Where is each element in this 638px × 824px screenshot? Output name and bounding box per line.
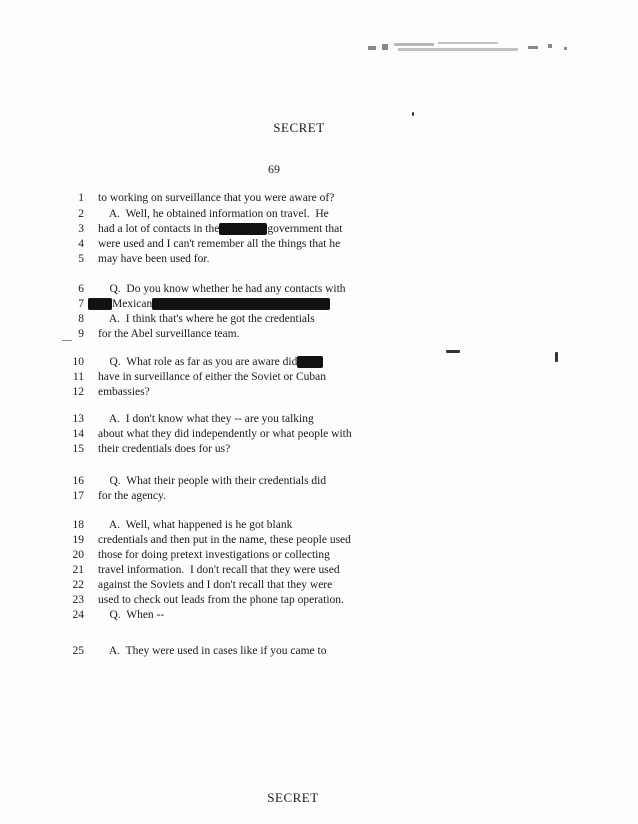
line-number: 22 xyxy=(72,579,84,591)
line-number: 12 xyxy=(72,386,84,398)
line-text-segment: government that xyxy=(267,223,343,235)
line-number: 2 xyxy=(78,208,84,220)
classification-footer: SECRET xyxy=(267,790,319,805)
line-number: 17 xyxy=(72,490,84,502)
line-text: against the Soviets and I don't recall that they were xyxy=(98,579,333,591)
line-text: for the Abel surveillance team. xyxy=(98,328,240,340)
line-number: 15 xyxy=(72,443,84,455)
line-number: 21 xyxy=(72,564,84,576)
line-text: A. I think that's where he got the credentials xyxy=(98,313,315,325)
line-text: were used and I can't remember all the things that he xyxy=(98,238,341,250)
line-number: 9 xyxy=(78,328,84,340)
line-text: used to check out leads from the phone tap operation. xyxy=(98,594,344,606)
scan-speck xyxy=(62,340,72,341)
line-text: have in surveillance of either the Soviet or Cuban xyxy=(98,371,327,383)
page-number: 69 xyxy=(268,162,280,176)
classification-header: SECRET xyxy=(273,120,325,135)
line-number: 3 xyxy=(78,223,84,235)
line-number: 10 xyxy=(72,356,84,368)
line-text-segment: had a lot of contacts in the xyxy=(98,223,220,235)
line-number: 18 xyxy=(72,519,84,531)
line-number: 19 xyxy=(72,534,84,546)
redaction-bar xyxy=(152,298,330,310)
line-text: to working on surveillance that you were aware of? xyxy=(98,192,335,204)
line-number: 8 xyxy=(78,313,84,325)
redaction-bar xyxy=(297,356,323,368)
line-text: may have been used for. xyxy=(98,253,210,265)
scan-speck xyxy=(446,350,460,353)
line-text xyxy=(88,298,330,311)
line-text: A. I don't know what they -- are you talking xyxy=(98,413,314,425)
line-number: 11 xyxy=(72,371,84,383)
redaction-bar xyxy=(219,223,267,235)
redaction-bar xyxy=(88,298,112,310)
line-text: their credentials does for us? xyxy=(98,443,231,455)
line-number: 24 xyxy=(72,609,84,621)
line-text-segment: Mexican xyxy=(112,298,153,310)
line-text: travel information. I don't recall that they were used xyxy=(98,564,340,576)
line-text-segment: Q. What role as far as you are aware did xyxy=(98,356,298,368)
line-number: 1 xyxy=(78,192,84,204)
line-number: 25 xyxy=(72,645,84,657)
scan-noise xyxy=(368,40,578,60)
line-text xyxy=(98,223,342,236)
line-number: 6 xyxy=(78,283,84,295)
line-number: 16 xyxy=(72,475,84,487)
line-text: embassies? xyxy=(98,386,150,398)
line-text xyxy=(98,356,323,369)
line-text: A. Well, what happened is he got blank xyxy=(98,519,293,531)
line-text: Q. What their people with their credentials did xyxy=(98,475,327,487)
line-number: 13 xyxy=(72,413,84,425)
line-text: A. They were used in cases like if you came to xyxy=(98,645,327,657)
line-number: 20 xyxy=(72,549,84,561)
line-text: Q. When -- xyxy=(98,609,165,621)
line-text: those for doing pretext investigations or collecting xyxy=(98,549,330,561)
line-number: 23 xyxy=(72,594,84,606)
line-number: 7 xyxy=(78,298,84,310)
line-number: 5 xyxy=(78,253,84,265)
line-text: about what they did independently or what people with xyxy=(98,428,352,440)
scan-speck xyxy=(555,352,558,362)
line-text: credentials and then put in the name, these people used xyxy=(98,534,351,546)
line-text: A. Well, he obtained information on travel. He xyxy=(98,208,329,220)
line-text: for the agency. xyxy=(98,490,166,502)
line-number: 4 xyxy=(78,238,84,250)
line-text: Q. Do you know whether he had any contacts with xyxy=(98,283,346,295)
line-number: 14 xyxy=(72,428,84,440)
scan-speck xyxy=(412,112,414,116)
